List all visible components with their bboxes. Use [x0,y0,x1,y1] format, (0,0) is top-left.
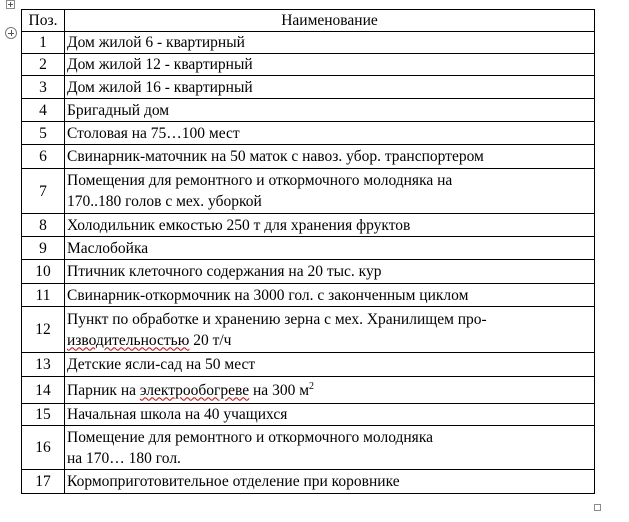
table-resize-handle-icon[interactable] [594,504,601,511]
table-row [22,377,595,404]
facilities-table [21,9,595,494]
row-number: 14 [22,377,65,404]
table-row [22,307,595,353]
row-name-line1: Помещения для ремонтного и откормочного молодняка на [67,172,453,189]
row-number: 9 [22,237,65,260]
row-number: 15 [22,404,65,426]
table-row [22,76,595,99]
row-number: 12 [22,307,65,353]
table-row [22,284,595,307]
row-name: Кормоприготовительное отделение при коровнике [65,470,595,494]
table-row [22,54,595,76]
row-name-line1: Пункт по обработке и хранению зерна с мех. Хранилищем про- [67,310,487,328]
row-number: 13 [22,353,65,377]
row-name: Бригадный дом [65,99,595,122]
table-row [22,237,595,260]
row-name-line2: на 170… 180 гол. [67,449,181,467]
table-header-row [22,10,595,32]
row-name: Птичник клеточного содержания на 20 тыс. кур [65,260,595,284]
row-number: 5 [22,122,65,145]
misspelled-word: электрообогреве [139,381,250,399]
row-number: 16 [22,426,65,470]
table-row [22,470,595,494]
row-name: Свинарник-маточник на 50 маток с навоз. убор. транспортером [65,145,595,169]
superscript: 2 [309,380,314,392]
row-name [65,377,595,404]
row-number: 8 [22,214,65,237]
row-number: 3 [22,76,65,99]
header-number: Поз. [22,10,65,32]
misspelled-word: изводительностью [67,331,190,349]
row-name: Холодильник емкостью 250 т для хранения фруктов [65,214,595,237]
row-name [65,307,595,353]
row-name-line2: 170..180 голов с мех. уборкой [67,193,262,210]
row-number: 11 [22,284,65,307]
header-name: Наименование [65,10,595,32]
row-name: Маслобойка [65,237,595,260]
table-row [22,214,595,237]
table-move-handle-icon[interactable] [6,0,15,9]
table-row [22,145,595,169]
row-number: 1 [22,32,65,54]
row-number: 4 [22,99,65,122]
table-row [22,353,595,377]
row-name-part-c: на 300 м [249,381,309,399]
row-number: 17 [22,470,65,494]
table-row [22,260,595,284]
row-name-line2-rest: 20 т/ч [189,331,232,349]
row-name-line1: Помещение для ремонтного и откормочного молодняка [67,428,433,446]
row-name: Столовая на 75…100 мест [65,122,595,145]
row-name: Начальная школа на 40 учащихся [65,404,595,426]
row-number: 6 [22,145,65,169]
row-name: Дом жилой 6 - квартирный [65,32,595,54]
row-name [65,426,595,470]
table-row [22,169,595,214]
insert-row-plus-icon[interactable] [5,27,17,39]
table-row [22,122,595,145]
row-name: Свинарник-откормочник на 3000 гол. с законченным циклом [65,284,595,307]
row-name: Детские ясли-сад на 50 мест [65,353,595,377]
table-row [22,99,595,122]
row-name [65,169,595,214]
table-row [22,404,595,426]
table-row [22,32,595,54]
row-name: Дом жилой 16 - квартирный [65,76,595,99]
row-number: 10 [22,260,65,284]
row-name: Дом жилой 12 - квартирный [65,54,595,76]
row-number: 2 [22,54,65,76]
table-row [22,426,595,470]
row-number: 7 [22,169,65,214]
row-name-part-a: Парник на [67,381,140,399]
